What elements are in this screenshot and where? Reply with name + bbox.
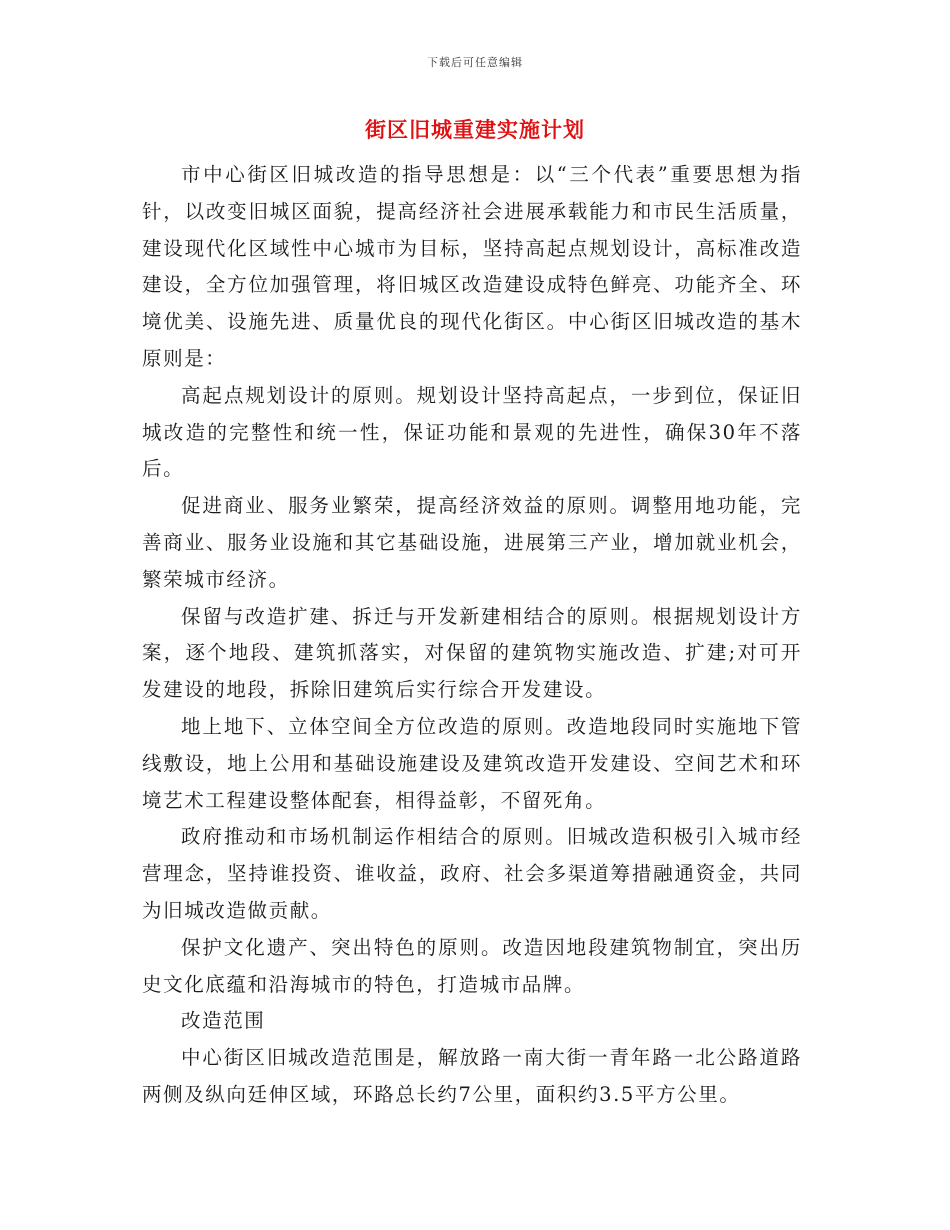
- paragraph-government-market: 政府推动和市场机制运作相结合的原则。旧城改造积极引入城市经营理念，坚持谁投资、谁收益，政府、社会多渠道筹措融通资金，共同为旧城改造做贡献。: [142, 825, 802, 922]
- paragraph-preserve-and-develop: 保留与改造扩建、拆迁与开发新建相结合的原则。根据规划设计方案，逐个地段、建筑抓落实，对保留的建筑物实施改造、扩建;对可开发建设的地段，拆除旧建筑后实行综合开发建设。: [142, 604, 802, 702]
- paragraph-scope-detail: 中心街区旧城改造范围是，解放路一南大街一青年路一北公路道路两侧及纵向廷伸区域，环路总长约7公里，面积约3.5平方公里。: [142, 1046, 802, 1106]
- paragraph-guiding-principle: 市中心街区旧城改造的指导思想是：以“三个代表”重要思想为指针，以改变旧城区面貌，提高经济社会进展承载能力和市民生活质量，建设现代化区域性中心城市为目标，坚持高起点规划设计，高标准改造建设，全方位加强管理，将旧城区改造建设成特色鲜亮、功能齐全、环境优美、设施先进、质量优良的现代化街区。中心街区旧城改造的基木原则是：: [142, 163, 802, 370]
- section-heading-scope: 改造范围: [181, 1009, 266, 1033]
- header-note: 下载后可任意编辑: [427, 56, 523, 69]
- paragraph-3d-renovation: 地上地下、立体空间全方位改造的原则。改造地段同时实施地下管线敷设，地上公用和基础设施建设及建筑改造开发建设、空间艺术和环境艺术工程建设整体配套，相得益彰，不留死角。: [142, 714, 802, 812]
- paragraph-cultural-heritage: 保护文化遗产、突出特色的原则。改造因地段建筑物制宜，突出历史文化底蕴和沿海城市的特色，打造城市品牌。: [142, 935, 802, 996]
- paragraph-commerce-prosperity: 促进商业、服务业繁荣，提高经济效益的原则。调整用地功能，完善商业、服务业设施和其它基础设施，进展第三产业，增加就业机会，繁荣城市经济。: [142, 494, 802, 591]
- document-title: 街区旧城重建实施计划: [365, 117, 585, 142]
- paragraph-high-start-planning: 高起点规划设计的原则。规划设计坚持高起点，一步到位，保证旧城改造的完整性和统一性，保证功能和景观的先进性，确保30年不落后。: [142, 383, 802, 481]
- document-body: [142, 157, 802, 1114]
